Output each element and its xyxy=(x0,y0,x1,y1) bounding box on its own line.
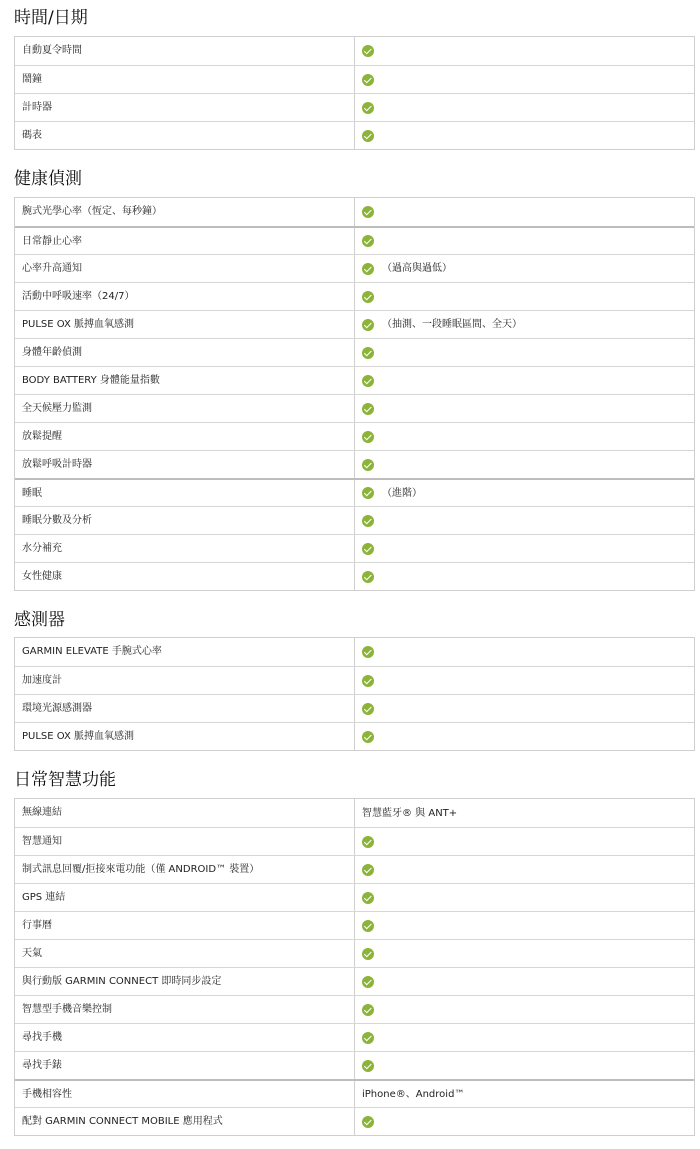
spec-row xyxy=(15,1051,694,1079)
spec-label: 制式訊息回覆/拒接來電功能（僅 ANDROID™ 裝置） xyxy=(15,856,355,883)
check-circle-icon xyxy=(362,515,374,527)
spec-value xyxy=(355,311,694,338)
check-circle-icon xyxy=(362,976,374,988)
spec-row xyxy=(15,911,694,939)
check-circle-icon xyxy=(362,347,374,359)
spec-row xyxy=(15,121,694,149)
spec-label: 無線連結 xyxy=(15,799,355,827)
spec-row xyxy=(15,562,694,590)
spec-label: 計時器 xyxy=(15,94,355,121)
spec-row xyxy=(15,478,694,506)
spec-value xyxy=(355,968,694,995)
spec-label: 天氣 xyxy=(15,940,355,967)
check-circle-icon xyxy=(362,1060,374,1072)
spec-row xyxy=(15,638,694,666)
spec-row xyxy=(15,666,694,694)
spec-value xyxy=(355,1108,694,1135)
spec-label: 日常靜止心率 xyxy=(15,228,355,254)
section-title: 感測器 xyxy=(14,610,65,630)
spec-label: 放鬆提醒 xyxy=(15,423,355,450)
spec-label: 放鬆呼吸計時器 xyxy=(15,451,355,478)
spec-label: 行事曆 xyxy=(15,912,355,939)
check-circle-icon xyxy=(362,892,374,904)
spec-value xyxy=(355,799,694,827)
spec-row xyxy=(15,1023,694,1051)
spec-table xyxy=(14,798,695,1136)
spec-value xyxy=(355,856,694,883)
spec-value xyxy=(355,667,694,694)
spec-row xyxy=(15,310,694,338)
spec-row xyxy=(15,883,694,911)
spec-row xyxy=(15,722,694,750)
spec-label: 活動中呼吸速率（24/7） xyxy=(15,283,355,310)
spec-row xyxy=(15,855,694,883)
spec-value xyxy=(355,507,694,534)
spec-row xyxy=(15,939,694,967)
spec-label: 身體年齡偵測 xyxy=(15,339,355,366)
check-circle-icon xyxy=(362,920,374,932)
section-title: 時間/日期 xyxy=(14,8,88,28)
spec-value xyxy=(355,828,694,855)
spec-value xyxy=(355,535,694,562)
spec-value-note: （抽測、一段睡眠區間、全天） xyxy=(382,319,522,330)
spec-row xyxy=(15,506,694,534)
check-circle-icon xyxy=(362,45,374,57)
spec-table xyxy=(14,197,695,591)
spec-label: 女性健康 xyxy=(15,563,355,590)
spec-value-note: （進階） xyxy=(382,487,422,499)
spec-label: 環境光源感測器 xyxy=(15,695,355,722)
spec-value xyxy=(355,255,694,282)
check-circle-icon xyxy=(362,864,374,876)
spec-value xyxy=(355,1081,694,1107)
spec-value xyxy=(355,912,694,939)
spec-value xyxy=(355,367,694,394)
spec-label: GPS 連結 xyxy=(15,884,355,911)
check-circle-icon xyxy=(362,543,374,555)
spec-row xyxy=(15,282,694,310)
spec-row xyxy=(15,37,694,65)
spec-row xyxy=(15,694,694,722)
spec-label: 水分補充 xyxy=(15,535,355,562)
spec-label: 手機相容性 xyxy=(15,1081,355,1107)
spec-row xyxy=(15,827,694,855)
check-circle-icon xyxy=(362,487,374,499)
spec-row xyxy=(15,967,694,995)
spec-row xyxy=(15,65,694,93)
check-circle-icon xyxy=(362,263,374,275)
spec-row xyxy=(15,93,694,121)
spec-label: 腕式光學心率（恆定、每秒鐘） xyxy=(15,198,355,226)
spec-value-note: （過高與過低） xyxy=(382,263,452,274)
check-circle-icon xyxy=(362,948,374,960)
spec-value xyxy=(355,423,694,450)
check-circle-icon xyxy=(362,74,374,86)
spec-value xyxy=(355,940,694,967)
check-circle-icon xyxy=(362,675,374,687)
spec-row xyxy=(15,338,694,366)
spec-value xyxy=(355,122,694,149)
spec-label: 配對 GARMIN CONNECT MOBILE 應用程式 xyxy=(15,1108,355,1135)
spec-label: 尋找手機 xyxy=(15,1024,355,1051)
spec-row xyxy=(15,799,694,827)
check-circle-icon xyxy=(362,731,374,743)
spec-row xyxy=(15,254,694,282)
spec-value xyxy=(355,228,694,254)
spec-row xyxy=(15,450,694,478)
spec-label: GARMIN ELEVATE 手腕式心率 xyxy=(15,638,355,666)
spec-value xyxy=(355,638,694,666)
check-circle-icon xyxy=(362,431,374,443)
check-circle-icon xyxy=(362,571,374,583)
check-circle-icon xyxy=(362,319,374,331)
spec-value xyxy=(355,723,694,750)
spec-label: 心率升高通知 xyxy=(15,255,355,282)
spec-value xyxy=(355,37,694,65)
spec-row xyxy=(15,198,694,226)
spec-label: 全天候壓力監測 xyxy=(15,395,355,422)
spec-value xyxy=(355,94,694,121)
spec-row xyxy=(15,995,694,1023)
check-circle-icon xyxy=(362,646,374,658)
spec-row xyxy=(15,1079,694,1107)
spec-label: 睡眠 xyxy=(15,480,355,506)
spec-label: PULSE OX 脈搏血氧感測 xyxy=(15,311,355,338)
spec-label: 加速度計 xyxy=(15,667,355,694)
check-circle-icon xyxy=(362,836,374,848)
spec-label: 智慧通知 xyxy=(15,828,355,855)
spec-value xyxy=(355,884,694,911)
spec-label: 睡眠分數及分析 xyxy=(15,507,355,534)
spec-label: 自動夏令時間 xyxy=(15,37,355,65)
spec-value xyxy=(355,66,694,93)
check-circle-icon xyxy=(362,1004,374,1016)
spec-value xyxy=(355,996,694,1023)
spec-label: 尋找手錶 xyxy=(15,1052,355,1079)
spec-table xyxy=(14,637,695,751)
check-circle-icon xyxy=(362,130,374,142)
spec-value-note: 智慧藍牙® 與 ANT+ xyxy=(362,807,458,819)
spec-label: 智慧型手機音樂控制 xyxy=(15,996,355,1023)
check-circle-icon xyxy=(362,102,374,114)
spec-label: PULSE OX 脈搏血氧感測 xyxy=(15,723,355,750)
check-circle-icon xyxy=(362,291,374,303)
spec-row xyxy=(15,366,694,394)
spec-value xyxy=(355,1052,694,1079)
spec-label: 碼表 xyxy=(15,122,355,149)
spec-value xyxy=(355,283,694,310)
check-circle-icon xyxy=(362,235,374,247)
check-circle-icon xyxy=(362,375,374,387)
spec-label: 鬧鐘 xyxy=(15,66,355,93)
section-title: 日常智慧功能 xyxy=(14,770,116,790)
spec-value xyxy=(355,480,694,506)
spec-value xyxy=(355,395,694,422)
spec-value xyxy=(355,451,694,478)
spec-label: 與行動版 GARMIN CONNECT 即時同步設定 xyxy=(15,968,355,995)
section-title: 健康偵測 xyxy=(14,169,82,189)
spec-table xyxy=(14,36,695,150)
spec-label: BODY BATTERY 身體能量指數 xyxy=(15,367,355,394)
spec-value xyxy=(355,695,694,722)
check-circle-icon xyxy=(362,459,374,471)
spec-value xyxy=(355,563,694,590)
spec-row xyxy=(15,1107,694,1135)
spec-value xyxy=(355,198,694,226)
check-circle-icon xyxy=(362,1116,374,1128)
check-circle-icon xyxy=(362,1032,374,1044)
spec-row xyxy=(15,394,694,422)
check-circle-icon xyxy=(362,206,374,218)
spec-row xyxy=(15,422,694,450)
check-circle-icon xyxy=(362,403,374,415)
spec-value xyxy=(355,339,694,366)
spec-value xyxy=(355,1024,694,1051)
spec-row xyxy=(15,534,694,562)
spec-row xyxy=(15,226,694,254)
spec-value-note: iPhone®、Android™ xyxy=(362,1088,465,1100)
check-circle-icon xyxy=(362,703,374,715)
